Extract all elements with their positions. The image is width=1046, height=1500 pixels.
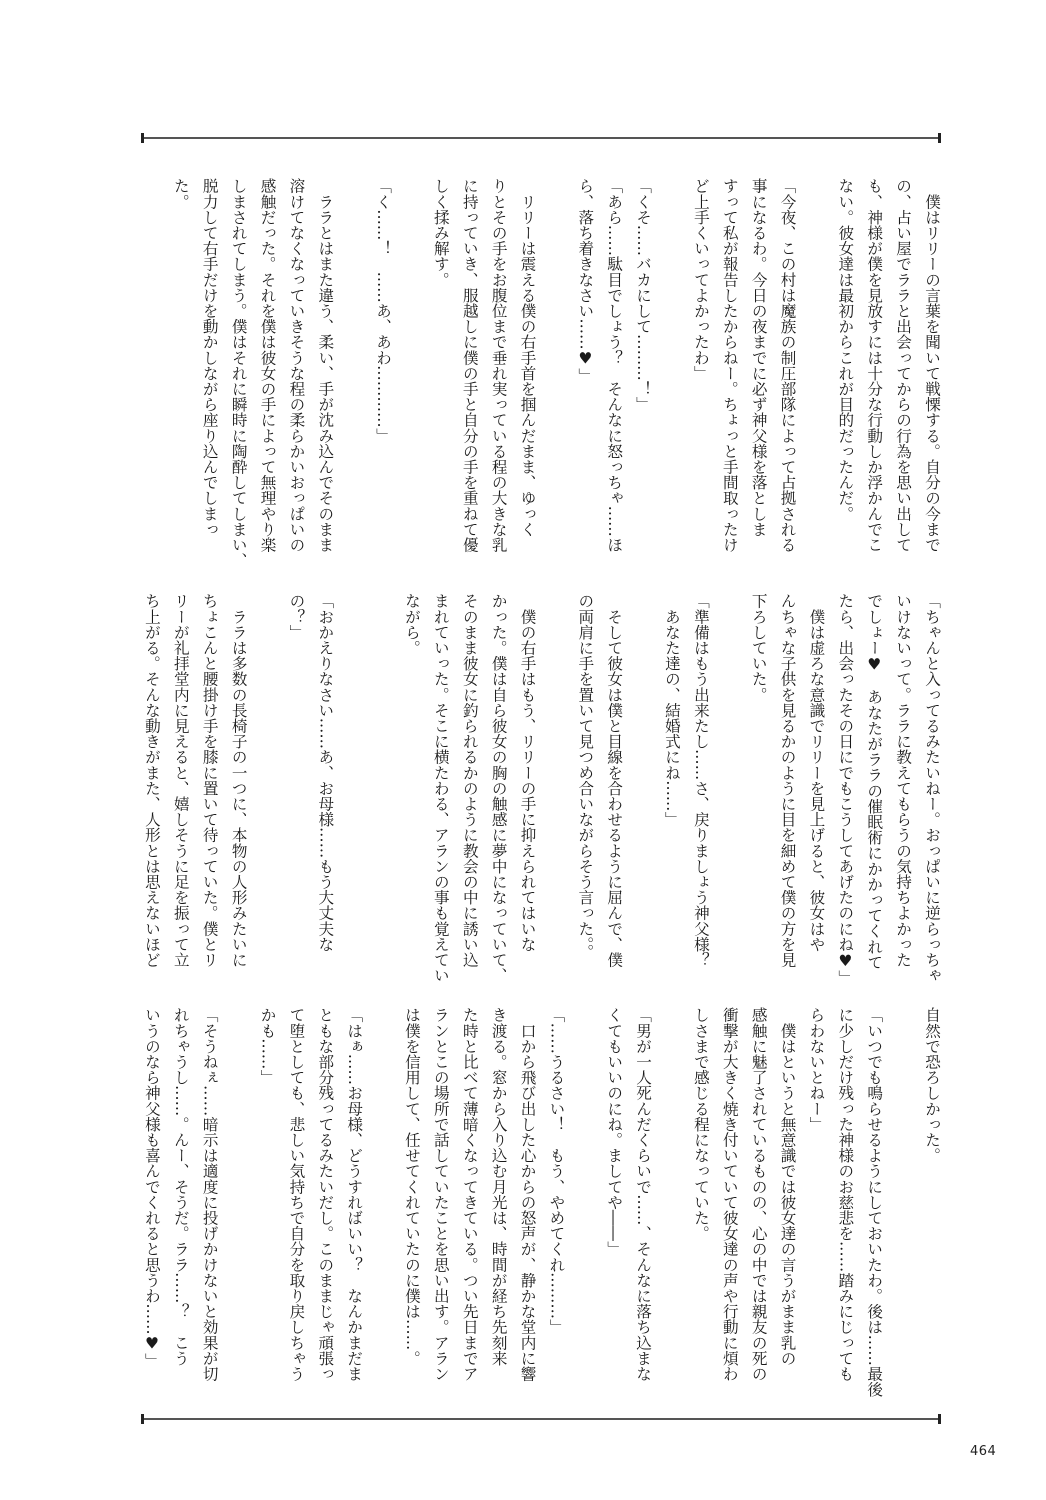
text-column: に持っていき、服越しに僕の手と自分の手を重ねて優 xyxy=(460,178,479,553)
text-column: 「男が一人死んだくらいで……、そんなに落ち込まな xyxy=(634,1007,653,1382)
blank-column xyxy=(368,1007,397,1389)
text-column: ララは多数の長椅子の一つに、本物の人形みたいに xyxy=(229,593,248,968)
bottom-rule xyxy=(141,1418,941,1420)
text-column: の？」 xyxy=(287,593,306,640)
text-column: の、占い屋でララと出会ってからの行為を思い出して xyxy=(894,178,913,553)
blank-column xyxy=(137,178,166,560)
text-column: ど上手くいってよかったわ」 xyxy=(691,178,710,381)
text-column: リーが礼拝堂内に見えると、嬉しそうに足を振って立 xyxy=(171,593,190,968)
text-column: 「あら……駄目でしょう？ そんなに怒っちゃ……ほ xyxy=(605,178,624,553)
text-column: あなた達の、結婚式にね……」 xyxy=(662,593,681,827)
text-column: でしょー♥ あなたがララの催眠術にかかってくれて xyxy=(865,593,884,970)
blank-column xyxy=(253,593,282,975)
blank-column xyxy=(715,593,744,975)
text-tier-top xyxy=(137,178,946,568)
text-column: 「そうねぇ……暗示は適度に投げかけないと効果が切 xyxy=(200,1007,219,1382)
text-column: 口から飛び出した心からの怒声が、静かな堂内に響 xyxy=(518,1007,537,1382)
text-column: 感触に魅了されているものの、心の中では親友の死の xyxy=(749,1007,768,1382)
text-column: んちゃな子供を見るかのように目を細めて僕の方を見 xyxy=(778,593,797,968)
blank-column xyxy=(802,178,831,560)
blank-column xyxy=(570,1007,599,1389)
text-column: らわないとねー」 xyxy=(807,1007,826,1132)
page-number: 464 xyxy=(970,1444,997,1459)
text-column: かった。僕は自ら彼女の胸の触感に夢中になっていて、 xyxy=(489,593,508,983)
text-column: 「準備はもう出来たし……さ、戻りましょう神父様？ xyxy=(691,593,710,968)
text-column: 僕はというと無意識では彼女達の言うがまま乳の xyxy=(778,1007,797,1366)
blank-column xyxy=(657,178,686,560)
text-column: 僕は虚ろな意識でリリーを見上げると、彼女はや xyxy=(807,593,826,952)
text-column: リリーは震える僕の右手首を掴んだまま、ゆっく xyxy=(518,178,537,537)
text-tier-middle xyxy=(137,593,946,986)
blank-column xyxy=(339,593,368,975)
text-column: ララとはまた違う、柔い、手が沈み込んでそのまま xyxy=(316,178,335,553)
blank-column xyxy=(397,178,426,560)
text-column: 「いつでも鳴らせるようにしておいたわ。後は……最後 xyxy=(865,1007,884,1397)
text-column: いうのなら神父様も喜んでくれると思うわ……♥」 xyxy=(142,1007,161,1369)
text-column: 「……うるさい！ もう、やめてくれ………」 xyxy=(547,1007,566,1335)
text-column: ともな部分残ってるみたいだし。このままじゃ頑張っ xyxy=(316,1007,335,1382)
text-column: 溶けてなくなっていきそうな程の柔らかいおっぱいの xyxy=(287,178,306,553)
text-column: 自然で恐ろしかった。 xyxy=(923,1007,941,1163)
text-column: ながら。 xyxy=(402,593,421,656)
text-column: 「く……！ ……あ、あわ…………」 xyxy=(374,178,393,444)
text-column: 感触だった。それを僕は彼女の手によって無理やり楽 xyxy=(258,178,277,553)
text-column: 僕はリリーの言葉を聞いて戦慄する。自分の今まで xyxy=(923,178,941,553)
text-column: まれていった。そこに横たわる、アランの事も覚えてい xyxy=(431,593,450,983)
text-column: は僕を信用して、任せてくれていたのに僕は……。 xyxy=(402,1007,421,1366)
text-column: そして彼女は僕と目線を合わせるように屈んで、僕 xyxy=(605,593,624,968)
text-column: 「今夜、この村は魔族の制圧部隊によって占拠される xyxy=(778,178,797,553)
blank-column xyxy=(657,1007,686,1389)
text-column: そのまま彼女に釣られるかのように教会の中に誘い込 xyxy=(460,593,479,968)
text-column: た。 xyxy=(171,178,190,210)
blank-column xyxy=(542,178,571,560)
blank-column xyxy=(628,593,657,975)
text-tier-bottom xyxy=(137,1007,946,1397)
text-column: ち上がる。そんな動きがまた、人形とは思えないほど xyxy=(142,593,161,968)
blank-column xyxy=(888,1007,917,1389)
text-column: 「おかえりなさい……あ、お母様……もう大丈夫な xyxy=(316,593,335,952)
text-column: 「ちゃんと入ってるみたいねー。おっぱいに逆らっちゃ xyxy=(923,593,941,983)
text-column: の両肩に手を置いて見つめ合いながらそう言った。。 xyxy=(576,593,595,960)
text-column: かも……」 xyxy=(258,1007,277,1085)
blank-column xyxy=(339,178,368,560)
text-column: ちょこんと腰掛け手を膝に置いて待っていた。僕とリ xyxy=(200,593,219,968)
text-column: 衝撃が大きく焼き付いていて彼女達の声や行動に煩わ xyxy=(720,1007,739,1382)
text-column: 事になるわ。今日の夜までに必ず神父様を落としま xyxy=(749,178,768,537)
blank-column xyxy=(224,1007,253,1389)
text-column: いけないって。ララに教えてもらうの気持ちよかった xyxy=(894,593,913,968)
blank-column xyxy=(368,593,397,975)
text-column: た時と比べて薄暗くなってきている。つい先日までア xyxy=(460,1007,479,1382)
text-column: 僕の右手はもう、リリーの手に抑えられてはいな xyxy=(518,593,537,952)
text-column: ら、落ち着きなさい……♥」 xyxy=(576,178,595,384)
text-column: すって私が報告したからねー。ちょっと手間取ったけ xyxy=(720,178,739,553)
text-column: しまされてしまう。僕はそれに瞬時に陶酔してしまい、 xyxy=(229,178,248,568)
text-column: ない。彼女達は最初からこれが目的だったんだ。 xyxy=(836,178,855,522)
text-column: ランとこの場所で話していたことを思い出す。アラン xyxy=(431,1007,450,1382)
text-column: 脱力して右手だけを動かしながら座り込んでしまっ xyxy=(200,178,219,537)
text-column: 下ろしていた。 xyxy=(749,593,768,703)
text-column: て堕としても、悲しい気持ちで自分を取り戻しちゃう xyxy=(287,1007,306,1382)
text-column: しさまで感じる程になっていた。 xyxy=(691,1007,710,1241)
text-column: も、神様が僕を見放すには十分な行動しか浮かんでこ xyxy=(865,178,884,553)
top-rule xyxy=(141,137,941,139)
text-column: れちゃうし……。んー、そうだ。ララ……？ こう xyxy=(171,1007,190,1366)
text-column: に少しだけ残った神様のお慈悲を……踏みにじっても xyxy=(836,1007,855,1382)
text-column: りとその手をお腹位まで垂れ実っている程の大きな乳 xyxy=(489,178,508,553)
text-column: 「はぁ……お母様、どうすればいい？ なんかまだま xyxy=(345,1007,364,1382)
text-column: しく揉み解す。 xyxy=(431,178,450,288)
text-column: 「くそ……バカにして………！」 xyxy=(634,178,653,412)
text-column: くてもいいのにね。ましてや――」 xyxy=(605,1007,624,1257)
blank-column xyxy=(542,593,571,975)
text-column: き渡る。窓から入り込む月光は、時間が経ち先刻来 xyxy=(489,1007,508,1366)
text-column: たら、出会ったその日にでもこうしてあげたのにね♥」 xyxy=(836,593,855,986)
